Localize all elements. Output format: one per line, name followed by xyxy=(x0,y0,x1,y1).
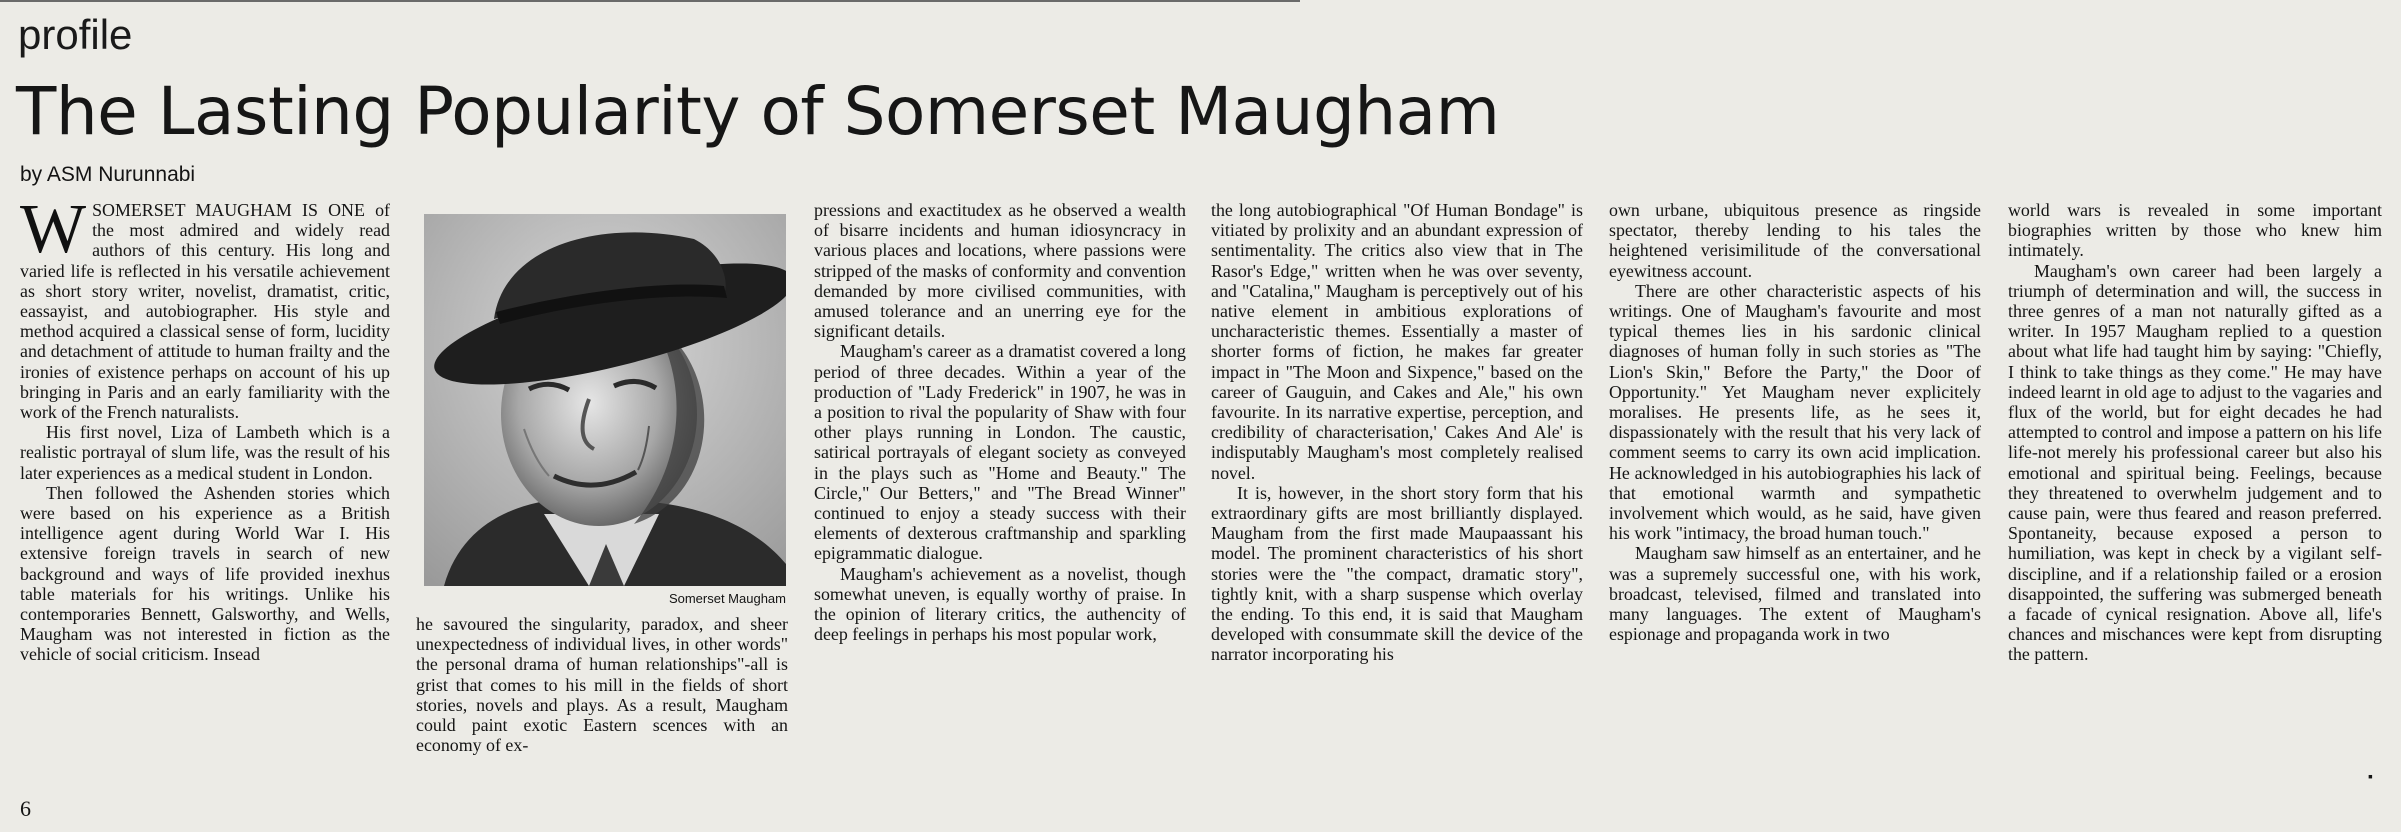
paragraph: His first novel, Liza of Lambeth which is a realistic portrayal of slum life, was the result of his later experiences as a medical student in London. xyxy=(20,422,390,483)
paragraph: Maugham's achievement as a novelist, though somewhat uneven, is equally worthy of praise. In the opinion of literary critics, the authencity of deep feelings in perhaps his most popular work, xyxy=(814,563,1186,645)
drop-cap: W xyxy=(20,200,87,268)
paragraph xyxy=(20,200,390,422)
portrait-image xyxy=(424,214,786,586)
byline: by ASM Nurunnabi xyxy=(20,163,196,186)
article-column-1 xyxy=(20,200,390,790)
paragraph: Then followed the Ashenden stories which were based on his experience as a British intelligence agent during World War I. His extensive foreign travels in search of new background and ways of life provided inexhus table materials for his writings. Unlike his contemporaries Bennett, Galsworthy, and Wells, Maugham was not interested in fiction as the vehicle of social criticism. Insead xyxy=(20,482,390,665)
author-photo xyxy=(424,214,786,586)
end-of-article-mark: ▪ xyxy=(2368,770,2373,785)
paragraph: pressions and exactitudex as he observed a wealth of bisarre incidents and human idiosyncracy in various places and locations, where passions were stripped of the masks of conformity and convention demanded by more civilised communities, with amused tolerance and an unerring eye for the significant details. xyxy=(814,200,1186,342)
paragraph: There are other characteristic aspects of his writings. One of Maugham's favourite and most typical themes lies in his sardonic clinical diagnoses of human folly in such stories as "The Lion's Skin," Before the Party," the Door of Opportunity." Yet Maugham never explicitely moralises. He presents life, as he sees it, dispassionately with the result that his very lack of comment seems to carry its own acid implication. He acknowledged in his autobiographies his lack of that emotional warmth and sympathetic involvement which would, as he said, have given his work "intimacy, the broad human touch." xyxy=(1609,280,1981,544)
article-headline: The Lasting Popularity of Somerset Maugham xyxy=(16,73,1500,150)
page-number: 6 xyxy=(20,796,31,821)
article-column-2 xyxy=(416,614,788,792)
section-label: profile xyxy=(18,11,133,58)
article-column-4 xyxy=(1211,200,1583,792)
paragraph: Maugham's career as a dramatist covered a long period of three decades. Within a year of the production of "Lady Frederick" in 1907, he was in a position to rival the popularity of Shaw with four other plays running in London. The caustic, satirical portrayals of elegant society as conveyed in the plays such as "Home and Beauty." The Circle," Our Betters," and "The Bread Winner" continued to enjoy a steady success with their elements of dexterous craftmanship and sparkling epigrammatic dialogue. xyxy=(814,341,1186,564)
article-column-5 xyxy=(1609,200,1981,792)
paragraph: Maugham's own career had been largely a triumph of determination and will, the success in three genres of a man not naturally gifted as a writer. In 1957 Maugham replied to a question about what life had taught him by saying: "Chiefly, I think to take things as they come." He may have indeed learnt in old age to adjust to the vagaries and flux of the world, but for eight decades he had attempted to control and impose a pattern on his life life-not merely his professional career but also his emotional and spiritual being. Feelings, because they threatened to overwhelm judgement and to cause pain, were thus feared and reason preferred. Spontaneity, because exposed a person to humiliation, was kept in check by a vigilant self-discipline, and if a relationship failed or a erosion disappointed, the suffering was submerged beneath a facade of cynical resignation. Above all, life's chances and mischances were kept from disrupting the pattern. xyxy=(2008,260,2382,665)
paragraph: own urbane, ubiquitous presence as ringside spectator, thereby lending to his tales the heightened verisimilitude of the conversational eyewitness account. xyxy=(1609,200,1981,281)
paragraph: Maugham saw himself as an entertainer, and he was a supremely successful one, with his work, broadcast, televised, filmed and translated into many languages. The extent of Maugham's espionage and propaganda work in two xyxy=(1609,543,1981,645)
article-column-3 xyxy=(814,200,1186,792)
paragraph: the long autobiographical "Of Human Bondage" is vitiated by prolixity and an abundant expression of sentimentality. The critics also view that in The Rasor's Edge," written when he was over seventy, and "Catalina," Maugham is perceptively out of his native element in ambitious explorations of uncharacteristic themes. Essentially a master of shorter forms of fiction, he makes far greater impact in "The Moon and Sixpence," based on the career of Gauguin, and Cakes and Ale," his own favourite. In its narrative expertise, perception, and credibility of characterisation,' Cakes And Ale' is indisputably Maugham's most completely realised novel. xyxy=(1211,200,1583,483)
paragraph: he savoured the singularity, paradox, and sheer unexpectedness of individual lives, in other words" the personal drama of human relationships"-all is grist that comes to his mill in the fields of short stories, novels and plays. As a result, Maugham could paint exotic Eastern scences with an economy of ex- xyxy=(416,614,788,756)
paragraph-text: SOMERSET MAUGHAM IS ONE of the most admired and widely read authors of this century. His long and varied life is reflected in his versatile achievement as short story writer, novelist, dramatist, critic, eassayist, and autobiographer. His style and method acquired a classical sense of form, lucidity and detachment of attitude to human frailty and the ironies of existence perhaps on account of his up bringing in Paris and an early familiarity with the work of the French naturalists. xyxy=(20,200,390,423)
top-rule xyxy=(0,0,1300,2)
article-column-6 xyxy=(2008,200,2382,792)
paragraph: It is, however, in the short story form that his extraordinary gifts are most brilliantly displayed. Maugham from the first made Maupaassant his model. The prominent characteristics of his short stories were the "the compact, dramatic story", tightly knit, with a sharp suspense which overlay the ending. To this end, it is said that Maugham developed with consummate skill the device of the narrator incorporating his xyxy=(1211,482,1583,665)
paragraph: world wars is revealed in some important biographies written by those who knew him intimately. xyxy=(2008,200,2382,261)
photo-caption: Somerset Maugham xyxy=(668,591,786,606)
